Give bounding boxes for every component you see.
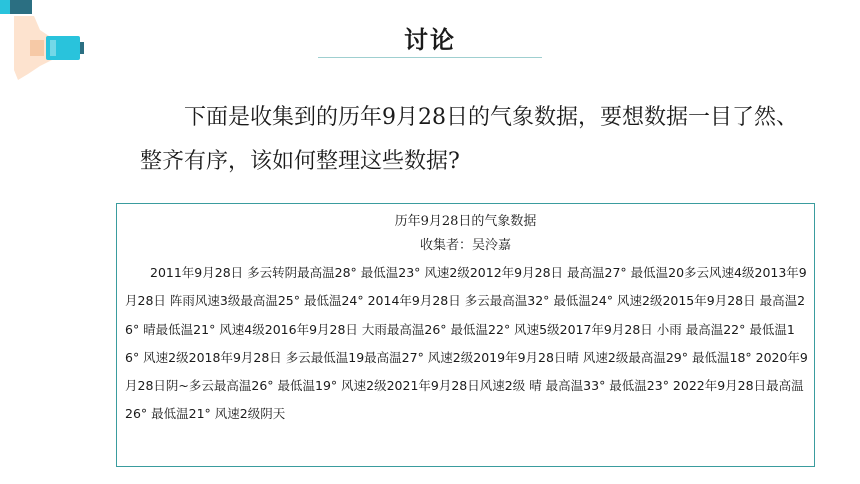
data-box-body: 2011年9月28日 多云转阴最高温28° 最低温23° 风速2级2012年9月28日 最高温27° 最低温20多云风速4级2013年9月28日 阵雨风速3级最高温25° 最低温24° 2014年9月28日 多云最高温32° 最低温24° 风速2级2015年9月28日 最高温26° 晴最低温21° 风速4级2016年9月28日 大雨最高温26° 最低温22° 风速5级2017年9月28日 小雨 最高温22° 最低温16° 风速2级2018年9月28日 多云最低温19最高温27° 风速2级2019年9月28日晴 风速2级最高温29° 最低温18° 2020年9月28日阴~多云最高温26° 最低温19° 风速2级2021年9月28日风速2级 晴 最高温33° 最低温23° 2022年9月28日最高温26° 最低温21° 风速2级阴天 xyxy=(125,265,808,422)
weather-data-box xyxy=(116,203,815,467)
intro-paragraph: 下面是收集到的历年9月28日的气象数据，要想数据一目了然、整齐有序，该如何整理这些数据? xyxy=(140,105,798,174)
data-box-title: 历年9月28日的气象数据 xyxy=(394,214,537,229)
title-underline xyxy=(318,57,542,58)
data-box-collector: 收集者：吴泠嘉 xyxy=(419,238,511,253)
page-title: 讨论 xyxy=(404,26,456,54)
